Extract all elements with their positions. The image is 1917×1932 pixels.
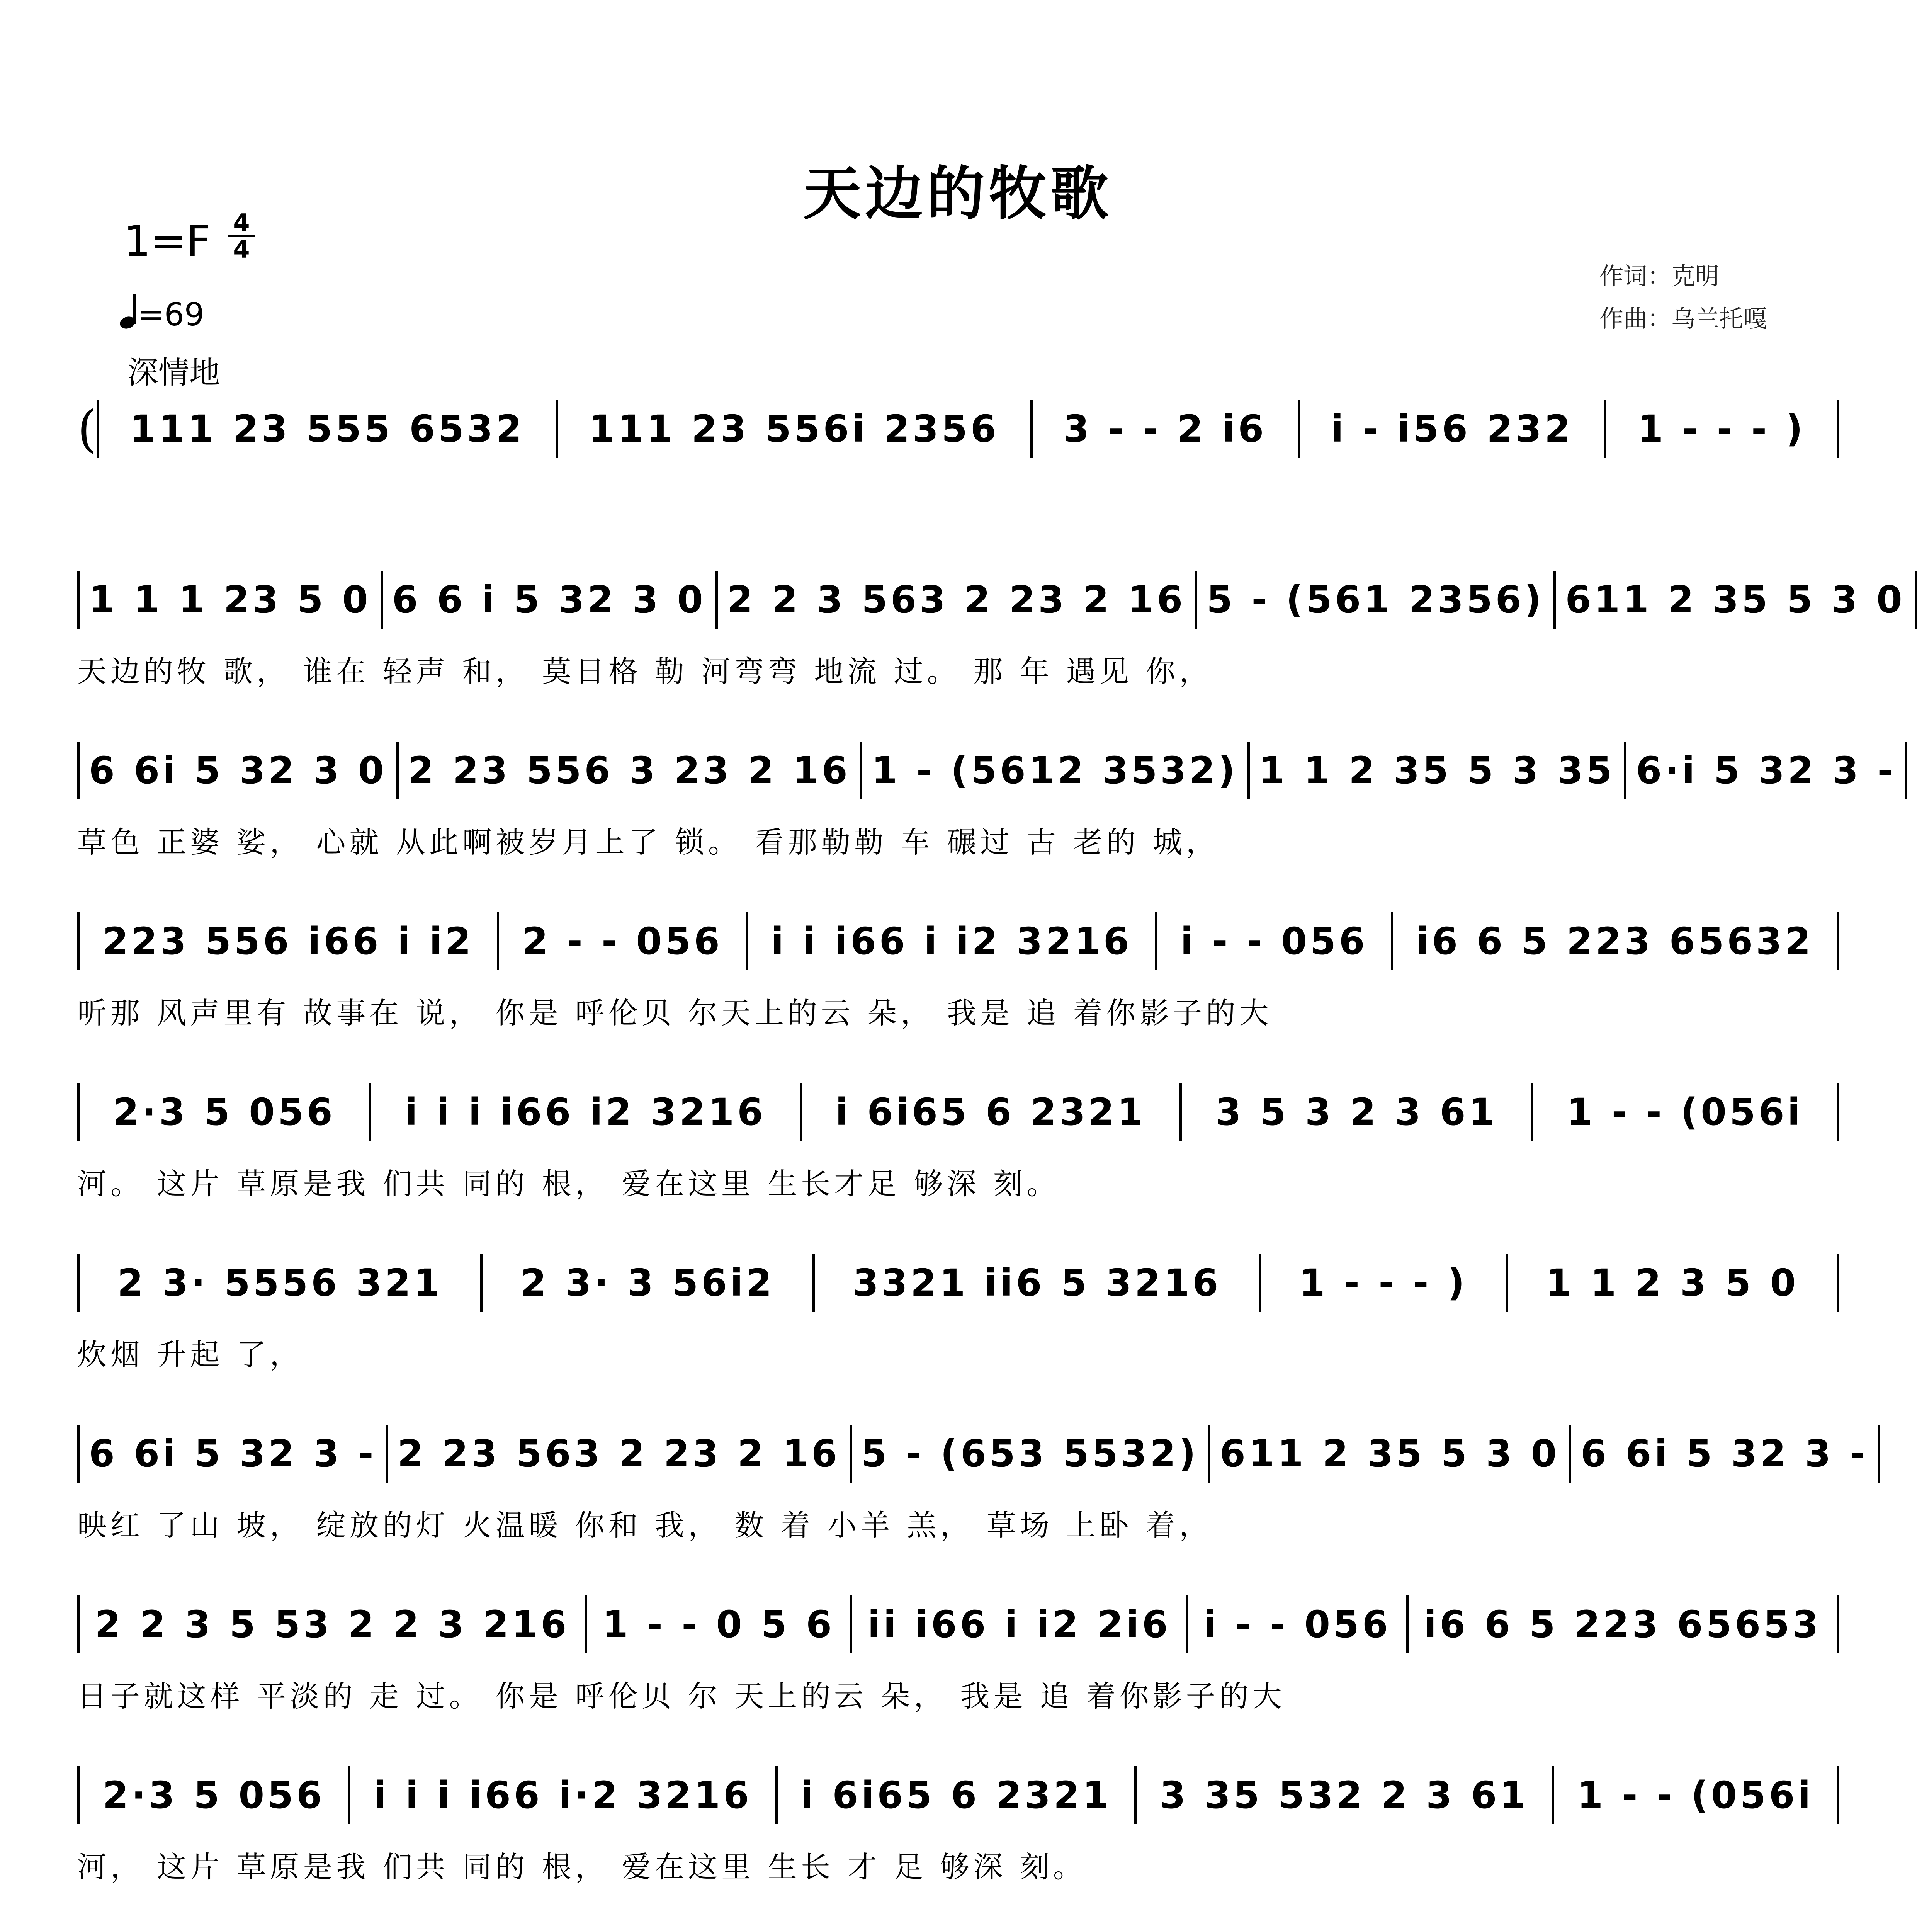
repeat-paren-open: ( — [77, 400, 97, 458]
tempo-value: =69 — [138, 296, 205, 333]
measure: i 6i65 6 2321 — [778, 1766, 1137, 1824]
measure: 6·i 5 32 3 - — [1626, 742, 1907, 799]
measure: 3 35 532 2 3 61 — [1137, 1766, 1554, 1824]
measure: 1 1 2 3 5 0 — [1508, 1254, 1839, 1312]
notation-line — [77, 910, 1839, 972]
measure: 611 2 35 5 3 0 — [1556, 571, 1917, 629]
lyrics-line: 映红 了山 坡， 绽放的灯 火温暖 你和 我， 数 着 小羊 羔， 草场 上卧 着， — [77, 1508, 1213, 1543]
measure: 1 - (5612 3532) — [862, 742, 1250, 799]
lyrics-line: 炊烟 升起 了， — [77, 1337, 303, 1372]
notation-line — [77, 398, 1839, 460]
measure: 1 - - - ) — [1261, 1254, 1507, 1312]
measure: 1 - - 0 5 6 — [587, 1595, 853, 1653]
measure: 2 23 563 2 23 2 16 — [388, 1425, 852, 1483]
notation-line — [77, 569, 1905, 631]
notation-line — [77, 1764, 1839, 1826]
measure: i i i i66 i·2 3216 — [350, 1766, 777, 1824]
measure: 223 556 i66 i i2 — [77, 912, 499, 970]
measure: 2·3 5 056 — [77, 1766, 350, 1824]
lyrics-line: 河， 这片 草原是我 们共 同的 根， 爱在这里 生长 才 足 够深 刻。 — [77, 1850, 1086, 1884]
measure: 2 3· 3 56i2 — [483, 1254, 815, 1312]
measure: i i i i66 i2 3216 — [371, 1083, 802, 1141]
key-signature: 1=F — [124, 216, 211, 266]
notation-line — [77, 1252, 1839, 1314]
time-signature — [228, 211, 255, 262]
measure: 6 6 i 5 32 3 0 — [383, 571, 718, 629]
measure: 111 23 555 6532 — [97, 400, 558, 458]
song-title: 天边的牧歌 — [803, 160, 1112, 228]
measure: i - i56 232 — [1300, 400, 1607, 458]
lyricist-credit: 作词：克明 — [1599, 262, 1720, 290]
measure: 5 - (653 5532) — [852, 1425, 1210, 1483]
time-signature-numerator: 4 — [228, 211, 255, 237]
notation-line — [77, 740, 1896, 801]
measure: 6 6i 5 32 3 - — [77, 1425, 388, 1483]
measure: 6 6i 5 32 3 0 — [77, 742, 399, 799]
measure: 611 2 35 5 3 0 — [1210, 1425, 1571, 1483]
measure: i6 6 5 223 65632 — [1393, 912, 1839, 970]
measure: i - - 056 — [1157, 912, 1393, 970]
notation-line — [77, 1081, 1839, 1143]
lyrics-line: 天边的牧 歌， 谁在 轻声 和， 莫日格 勒 河弯弯 地流 过。 那 年 遇见 你， — [77, 654, 1213, 689]
lyrics-line: 听那 风声里有 故事在 说， 你是 呼伦贝 尔天上的云 朵， 我是 追 着你影子的大 — [77, 996, 1273, 1030]
lyrics-line: 草色 正婆 娑， 心就 从此啊被岁月上了 锁。 看那勒勒 车 碾过 古 老的 城， — [77, 825, 1219, 859]
measure: 2 3· 5556 321 — [77, 1254, 483, 1312]
measure: 2 23 556 3 23 2 16 — [399, 742, 862, 799]
measure: 1 - - (056i — [1554, 1766, 1839, 1824]
credits — [1599, 255, 1767, 340]
lyrics-line — [77, 477, 1839, 516]
composer-credit: 作曲：乌兰托嘎 — [1599, 304, 1767, 333]
notation-line — [77, 1594, 1839, 1655]
measure: 5 - (561 2356) — [1197, 571, 1556, 629]
measure: 3 5 3 2 3 61 — [1182, 1083, 1533, 1141]
lyrics-line: 日子就这样 平淡的 走 过。 你是 呼伦贝 尔 天上的云 朵， 我是 追 着你影子的大 — [77, 1679, 1286, 1713]
measure: 3 - - 2 i6 — [1033, 400, 1300, 458]
measure: 2 2 3 5 53 2 2 3 216 — [77, 1595, 587, 1653]
measure: 1 - - (056i — [1533, 1083, 1839, 1141]
tempo-marking — [120, 294, 204, 333]
measure: 3321 ii6 5 3216 — [815, 1254, 1261, 1312]
measure: 2·3 5 056 — [77, 1083, 371, 1141]
expression-marking: 深情地 — [127, 355, 220, 391]
measure: ii i66 i i2 2i6 — [852, 1595, 1188, 1653]
notation-line — [77, 1423, 1868, 1485]
measure: i i i66 i i2 3216 — [748, 912, 1157, 970]
measure: 6 6i 5 32 3 - — [1571, 1425, 1880, 1483]
measure: 2 - - 056 — [499, 912, 748, 970]
measure: 111 23 556i 2356 — [558, 400, 1032, 458]
time-signature-denominator: 4 — [233, 235, 250, 264]
measure: 2 2 3 563 2 23 2 16 — [718, 571, 1198, 629]
measure: 1 - - - ) — [1606, 400, 1839, 458]
measure: 1 1 2 35 5 3 35 — [1250, 742, 1627, 799]
measure: i6 6 5 223 65653 — [1409, 1595, 1839, 1653]
measure: 1 1 1 23 5 0 — [77, 571, 383, 629]
quarter-note-icon — [120, 294, 138, 328]
measure: i 6i65 6 2321 — [802, 1083, 1182, 1141]
measure: i - - 056 — [1188, 1595, 1409, 1653]
lyrics-line: 河。 这片 草原是我 们共 同的 根， 爱在这里 生长才足 够深 刻。 — [77, 1167, 1060, 1201]
